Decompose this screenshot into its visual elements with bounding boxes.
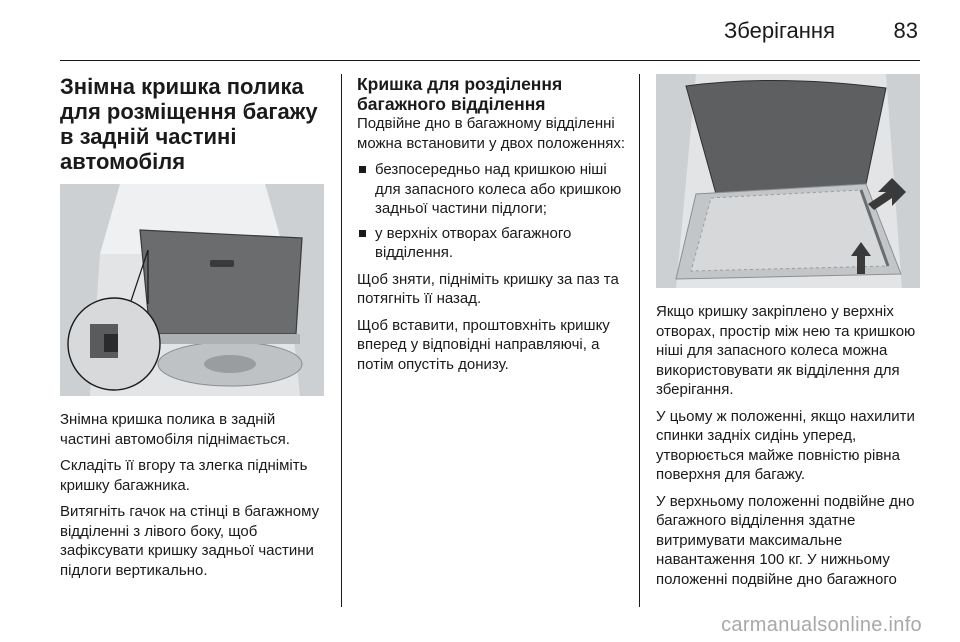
page-number: 83: [893, 18, 918, 43]
header-divider: [60, 60, 920, 61]
left-paragraph-1: Знімна кришка полика в задній частині автомобіля піднімається.: [60, 411, 290, 448]
middle-intro: Подвійне дно в багажному відділенні можна встановити у двох положеннях:: [357, 115, 626, 152]
list-item-text: у верхніх отворах багажного відділення.: [375, 224, 572, 261]
left-paragraph-2: Складіть її вгору та злегка підніміть кришку багажника.: [60, 457, 308, 494]
left-paragraph-3: Витягніть гачок на стінці в багажному відділенні з лівого боку, щоб зафіксувати кришку задньої частини підлоги вертикально.: [60, 503, 320, 579]
column-divider-1: [341, 74, 342, 607]
list-item-text: безпосередньо над кришкою ніші для запасного колеса або кришкою задньої частини підлоги;: [375, 161, 622, 217]
list-item: [357, 224, 627, 263]
position-list: [357, 160, 627, 263]
trunk-cover-illustration: [60, 184, 324, 396]
double-floor-illustration: [656, 74, 920, 288]
square-bullet-icon: [359, 166, 366, 173]
square-bullet-icon: [359, 230, 366, 237]
watermark: carmanualsonline.info: [721, 614, 922, 636]
page-header: [60, 0, 920, 62]
middle-column: [357, 74, 627, 381]
middle-heading: Кришка для розділення багажного відділення: [357, 74, 563, 114]
section-title: Зберігання: [724, 18, 835, 43]
column-divider-2: [639, 74, 640, 607]
right-paragraph-1: Якщо кришку закріплено у верхніх отворах, простір між нею та кришкою ніші для запасного колеса можна використовувати як відділення для зберігання.: [656, 303, 916, 398]
left-heading: Знімна кришка полика для розміщення багажу в задній частині автомобіля: [60, 74, 318, 174]
right-paragraph-2: У цьому ж положенні, якщо нахилити спинки задніх сидінь уперед, утворюється майже повністю рівна поверхня для багажу.: [656, 407, 915, 483]
right-column: [656, 74, 921, 596]
list-item: [357, 160, 627, 219]
middle-paragraph-1: Щоб зняти, підніміть кришку за паз та потягніть її назад.: [357, 270, 619, 307]
left-column: [60, 74, 328, 587]
right-paragraph-3: У верхньому положенні подвійне дно багажного відділення здатне витримувати максимальне навантаження 100 кг. У нижньому положенні подвійне дно багажного: [656, 492, 915, 588]
middle-paragraph-2: Щоб вставити, проштовхніть кришку вперед у відповідні направляючі, а потім опустіть донизу.: [357, 316, 610, 373]
